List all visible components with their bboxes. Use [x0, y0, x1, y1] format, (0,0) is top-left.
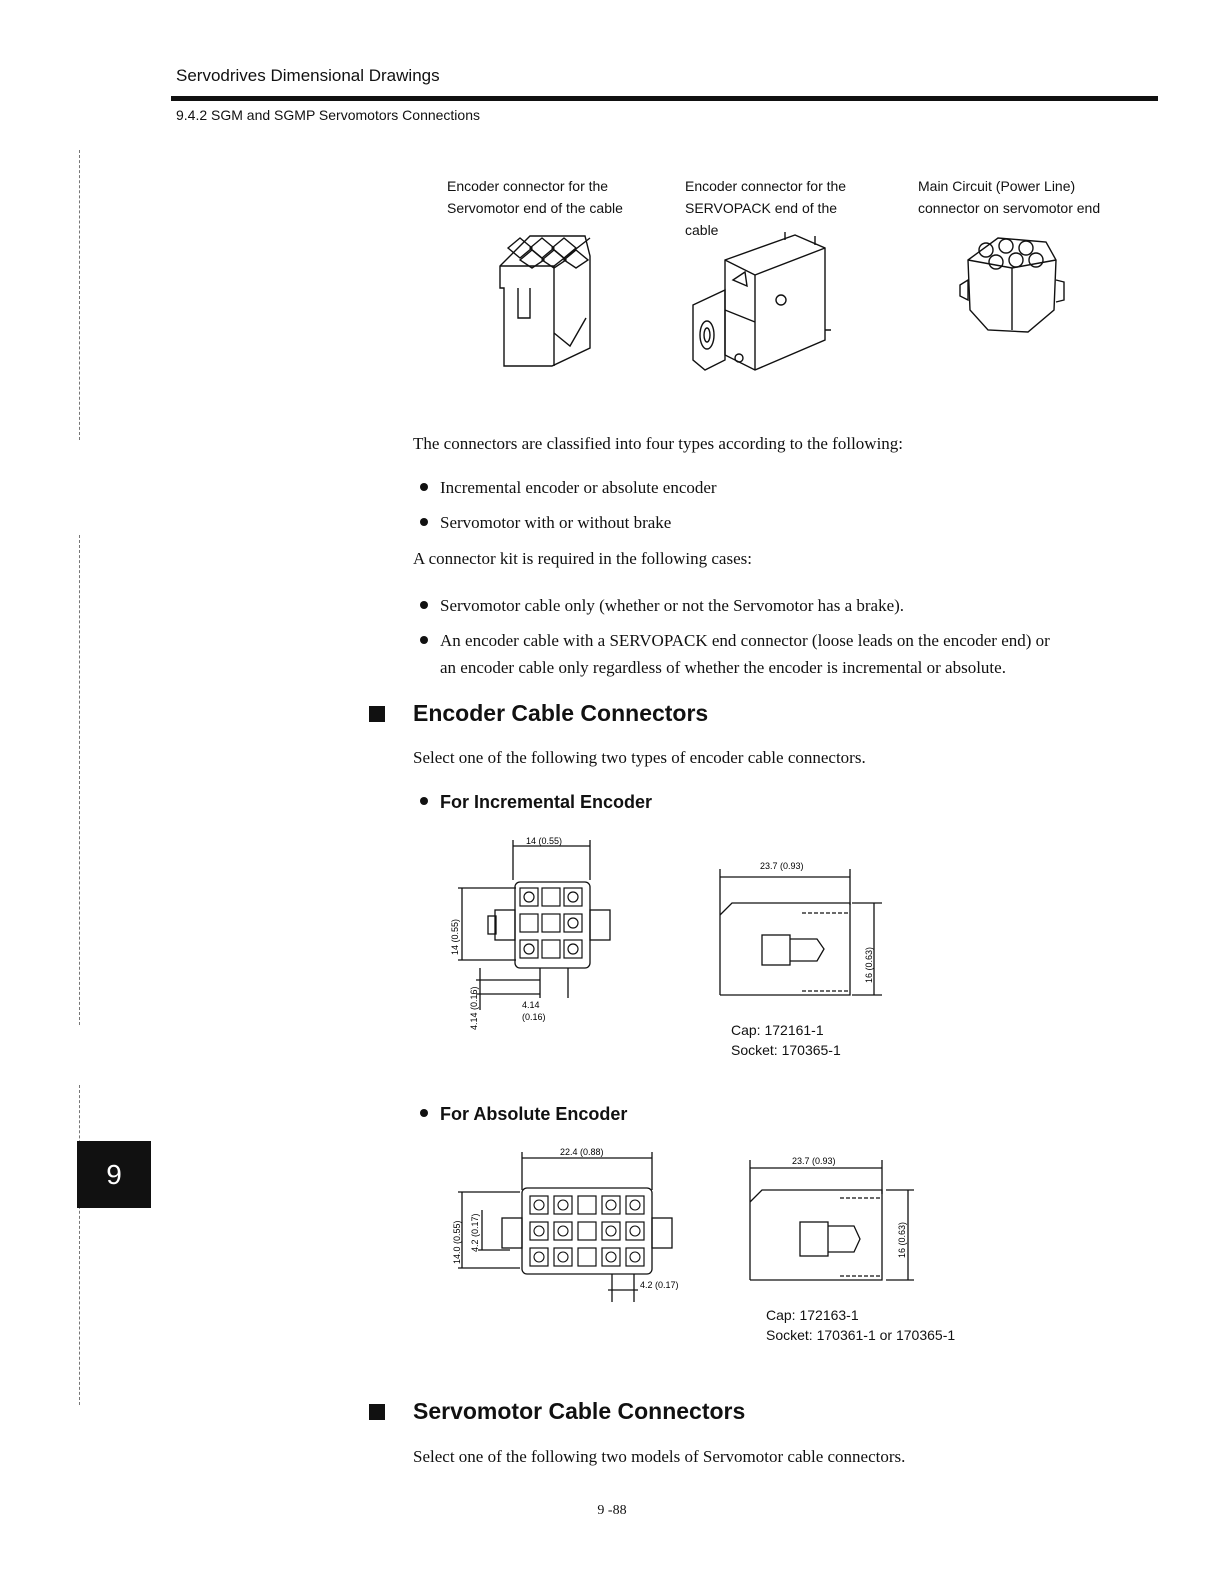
heading-bullet	[369, 706, 385, 722]
incremental-side-width-label: 23.7 (0.93)	[760, 861, 804, 871]
absolute-part-numbers: Cap: 172163-1 Socket: 170361-1 or 170365-1	[766, 1307, 956, 1343]
incremental-height-label: 14 (0.55)	[450, 918, 460, 955]
incremental-width-label: 14 (0.55)	[526, 836, 563, 846]
case-list	[420, 592, 1050, 681]
absolute-side-height-label: 16 (0.63)	[897, 1221, 907, 1258]
incremental-heading: For Incremental Encoder	[420, 792, 652, 813]
absolute-pitch-v-label: 4.2 (0.17)	[470, 1213, 480, 1252]
heading-bullet	[369, 1404, 385, 1420]
incremental-pitch-v-label: 4.14 (0.16)	[469, 986, 479, 1030]
list-item: Servomotor with or without brake	[420, 509, 717, 536]
encoder-connector-servomotor-illustration	[490, 228, 610, 373]
caption-encoder-servomotor-end: Encoder connector for the Servomotor end of the cable	[447, 178, 623, 216]
page-header-title: Servodrives Dimensional Drawings	[176, 66, 440, 85]
list-item: an encoder cable only regardless of whether the encoder is incremental or absolute.	[440, 658, 1006, 677]
caption-encoder-servopack-end: Encoder connector for the SERVOPACK end of the cable	[685, 178, 847, 238]
encoder-section-heading: Encoder Cable Connectors	[413, 700, 709, 726]
encoder-connector-servopack-illustration	[685, 230, 835, 380]
subsection-title: 9.4.2 SGM and SGMP Servomotors Connections	[176, 107, 480, 123]
list-item: Incremental encoder or absolute encoder	[420, 474, 717, 501]
incremental-pitch-h-label: 4.14	[522, 1000, 540, 1010]
page-number: 9 -88	[597, 1503, 627, 1518]
margin-guide	[79, 1085, 80, 1405]
incremental-pitch-h-label2: (0.16)	[522, 1012, 546, 1022]
main-circuit-connector-illustration	[958, 230, 1068, 340]
margin-guide	[79, 150, 80, 440]
chapter-tab: 9	[77, 1141, 151, 1208]
incremental-part-numbers: Cap: 172161-1 Socket: 170365-1	[731, 1022, 841, 1058]
absolute-height-label: 14.0 (0.55)	[452, 1220, 462, 1264]
servomotor-section-heading: Servomotor Cable Connectors	[413, 1398, 746, 1424]
absolute-heading: For Absolute Encoder	[420, 1104, 627, 1125]
list-item: Servomotor cable only (whether or not the Servomotor has a brake).	[420, 592, 1050, 619]
absolute-side-width-label: 23.7 (0.93)	[792, 1156, 836, 1166]
absolute-front-drawing	[450, 1140, 700, 1310]
servomotor-section-intro: Select one of the following two models of Servomotor cable connectors.	[413, 1447, 906, 1466]
incremental-side-drawing	[712, 855, 892, 1005]
list-item: An encoder cable with a SERVOPACK end connector (loose leads on the encoder end) or	[420, 627, 1050, 654]
header-rule	[171, 96, 1158, 101]
encoder-section-intro: Select one of the following two types of encoder cable connectors.	[413, 748, 866, 767]
incremental-side-height-label: 16 (0.63)	[864, 946, 874, 983]
absolute-pitch-h-label: 4.2 (0.17)	[640, 1280, 679, 1290]
absolute-side-drawing	[742, 1150, 922, 1290]
kit-required-text: A connector kit is required in the following cases:	[413, 549, 752, 568]
absolute-width-label: 22.4 (0.88)	[560, 1147, 604, 1157]
type-list	[420, 474, 717, 536]
classification-text: The connectors are classified into four types according to the following:	[413, 434, 904, 453]
incremental-front-drawing	[450, 830, 640, 1040]
caption-main-circuit: Main Circuit (Power Line) connector on servomotor end	[918, 178, 1101, 216]
margin-guide	[79, 535, 80, 1025]
